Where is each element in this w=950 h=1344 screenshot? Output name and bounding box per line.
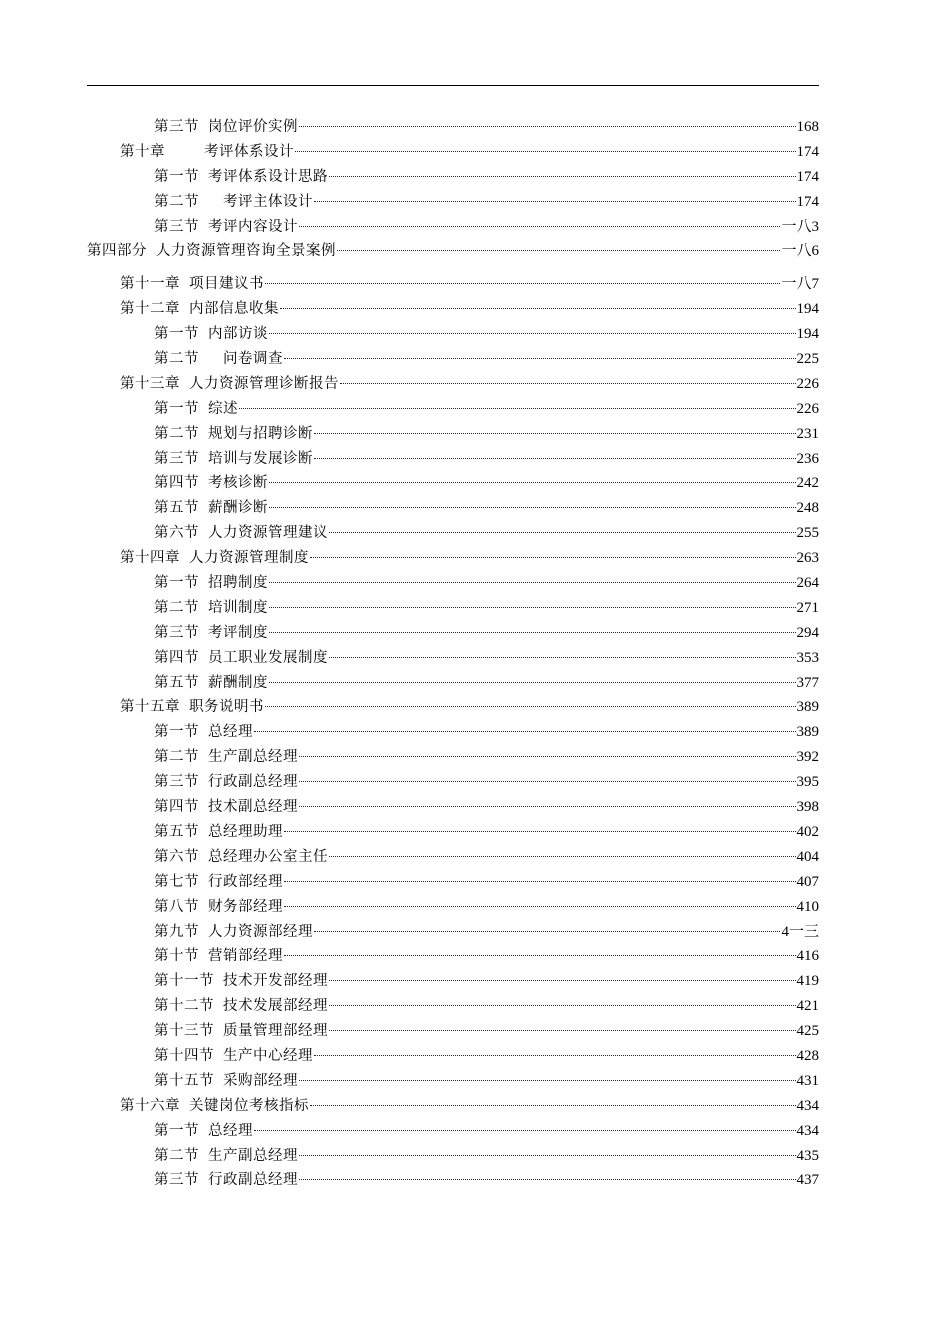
toc-entry-title: 总经理 [208,1122,253,1139]
toc-entry-title: 生产副总经理 [208,749,298,766]
toc-entry-title: 薪酬诊断 [208,500,268,517]
toc-entry-page: 255 [796,525,819,542]
toc-entry-number: 第一节 [154,1122,199,1139]
toc-entry[interactable] [87,1044,819,1069]
toc-entry-page: 395 [796,774,819,791]
toc-entry[interactable] [87,646,819,671]
toc-entry-page: 435 [796,1147,819,1164]
toc-entry[interactable] [87,215,819,240]
toc-entry[interactable] [87,1168,819,1193]
toc-entry[interactable] [87,239,819,264]
toc-entry[interactable] [87,969,819,994]
toc-entry-title: 薪酬制度 [208,674,268,691]
toc-entry-page: 226 [796,375,819,392]
toc-dot-leader [299,1155,796,1156]
toc-dot-leader [284,881,796,882]
toc-entry-title: 总经理 [208,724,253,741]
toc-entry-page: 242 [796,475,819,492]
toc-entry-page: 225 [796,351,819,368]
toc-entry[interactable] [87,820,819,845]
toc-dot-leader [269,682,796,683]
toc-entry[interactable] [87,795,819,820]
toc-entry-page: 428 [796,1047,819,1064]
toc-dot-leader [329,657,796,658]
toc-dot-leader [299,1080,796,1081]
toc-entry-title: 内部信息收集 [189,301,279,318]
toc-entry-page: 410 [796,898,819,915]
toc-dot-leader [284,831,796,832]
toc-entry-page: 377 [796,674,819,691]
toc-entry-number: 第十三章 [120,375,180,392]
toc-entry-title: 行政副总经理 [208,774,298,791]
toc-entry-page: 174 [796,143,819,160]
toc-entry-number: 第二节 [154,749,199,766]
toc-entry-number: 第三节 [154,624,199,641]
toc-dot-leader [265,283,780,284]
toc-entry-page: 434 [796,1122,819,1139]
toc-dot-leader [340,383,796,384]
toc-dot-leader [299,226,780,227]
toc-entry-page: 194 [796,301,819,318]
toc-dot-leader [329,176,796,177]
toc-entry[interactable] [87,596,819,621]
toc-entry-number: 第二节 [154,425,199,442]
toc-entry[interactable] [87,347,819,372]
toc-entry-number: 第一节 [154,575,199,592]
toc-dot-leader [337,250,780,251]
toc-entry-number: 第十二章 [120,301,180,318]
toc-entry-page: 392 [796,749,819,766]
toc-entry-page: 168 [796,119,819,135]
toc-entry-title: 规划与招聘诊断 [208,425,313,442]
toc-dot-leader [314,931,780,932]
toc-entry-title: 技术发展部经理 [223,998,328,1015]
toc-entry-page: 174 [796,168,819,185]
toc-dot-leader [329,1005,796,1006]
toc-entry[interactable] [87,671,819,696]
toc-entry-page: 194 [796,326,819,343]
table-of-contents [87,115,819,1193]
toc-entry-number: 第十一节 [154,973,214,990]
toc-entry-title: 采购部经理 [223,1072,298,1089]
toc-entry-title: 招聘制度 [208,575,268,592]
toc-entry-number: 第六节 [154,848,199,865]
toc-entry-number: 第十四节 [154,1047,214,1064]
toc-dot-leader [284,955,796,956]
toc-entry-title: 考评体系设计 [174,143,294,160]
toc-entry-title: 行政部经理 [208,873,283,890]
toc-entry-page: 264 [796,575,819,592]
toc-entry-number: 第二节 [154,1147,199,1164]
toc-entry-title: 财务部经理 [208,898,283,915]
toc-entry-number: 第十五节 [154,1072,214,1089]
toc-dot-leader [329,1030,796,1031]
toc-entry-title: 生产中心经理 [223,1047,313,1064]
toc-entry-number: 第十节 [154,948,199,965]
toc-entry-number: 第十六章 [120,1097,180,1114]
toc-entry-page: 434 [796,1097,819,1114]
toc-entry-page: 236 [796,450,819,467]
toc-entry[interactable] [87,1119,819,1144]
toc-entry[interactable] [87,845,819,870]
toc-entry[interactable] [87,720,819,745]
toc-dot-leader [329,980,796,981]
toc-entry-page: 一八7 [781,276,819,293]
toc-entry[interactable] [87,272,819,297]
toc-entry[interactable] [87,190,819,215]
toc-entry[interactable] [87,621,819,646]
toc-entry-page: 248 [796,500,819,517]
toc-entry-number: 第十四章 [120,550,180,567]
toc-entry-title: 人力资源管理咨询全景案例 [156,243,336,260]
toc-entry-title: 职务说明书 [189,699,264,716]
toc-dot-leader [299,806,796,807]
toc-entry[interactable] [87,920,819,945]
toc-entry-title: 问卷调查 [208,351,283,368]
toc-entry[interactable] [87,1144,819,1169]
toc-dot-leader [280,308,796,309]
toc-entry[interactable] [87,1019,819,1044]
toc-entry-number: 第九节 [154,923,199,940]
toc-entry[interactable] [87,140,819,165]
toc-entry-number: 第十三节 [154,1023,214,1040]
toc-entry-title: 考核诊断 [208,475,268,492]
toc-dot-leader [284,906,796,907]
toc-entry-number: 第三节 [154,1172,199,1189]
toc-entry-number: 第二节 [154,193,199,210]
toc-entry[interactable] [87,372,819,397]
toc-entry-number: 第四节 [154,649,199,666]
toc-entry[interactable] [87,322,819,347]
toc-dot-leader [299,781,796,782]
toc-dot-leader [329,856,796,857]
toc-entry-page: 404 [796,848,819,865]
toc-entry-number: 第十一章 [120,276,180,293]
toc-entry-title: 人力资源管理诊断报告 [189,375,339,392]
toc-entry-page: 一八3 [781,218,819,235]
toc-dot-leader [254,1130,796,1131]
toc-entry-page: 174 [796,193,819,210]
toc-dot-leader [269,632,796,633]
toc-entry-title: 岗位评价实例 [208,119,298,135]
toc-entry-number: 第四节 [154,475,199,492]
toc-entry-number: 第八节 [154,898,199,915]
toc-entry[interactable] [87,397,819,422]
toc-entry[interactable] [87,770,819,795]
toc-entry-title: 关键岗位考核指标 [189,1097,309,1114]
toc-entry[interactable] [87,297,819,322]
toc-entry-title: 人力资源管理建议 [208,525,328,542]
header-rule [87,85,819,86]
toc-entry-number: 第三节 [154,774,199,791]
toc-entry[interactable] [87,496,819,521]
toc-entry-number: 第四节 [154,799,199,816]
toc-entry-number: 第一节 [154,168,199,185]
toc-entry[interactable] [87,546,819,571]
toc-dot-leader [299,1179,796,1180]
toc-entry-page: 431 [796,1072,819,1089]
toc-dot-leader [310,1105,796,1106]
toc-entry[interactable] [87,471,819,496]
toc-entry-number: 第二节 [154,599,199,616]
toc-entry-title: 行政副总经理 [208,1172,298,1189]
toc-entry-title: 人力资源管理制度 [189,550,309,567]
toc-entry[interactable] [87,1094,819,1119]
toc-entry[interactable] [87,521,819,546]
toc-dot-leader [310,557,796,558]
toc-entry-title: 培训与发展诊断 [208,450,313,467]
toc-entry-title: 人力资源部经理 [208,923,313,940]
toc-entry-number: 第五节 [154,674,199,691]
toc-entry-page: 294 [796,624,819,641]
toc-entry-page: 231 [796,425,819,442]
toc-entry-number: 第一节 [154,326,199,343]
toc-entry-title: 项目建议书 [189,276,264,293]
toc-entry[interactable] [87,1069,819,1094]
toc-dot-leader [314,433,796,434]
toc-entry[interactable] [87,115,819,140]
toc-dot-leader [314,458,796,459]
toc-dot-leader [269,333,796,334]
toc-entry-page: 263 [796,550,819,567]
toc-entry-number: 第三节 [154,119,199,135]
toc-entry-title: 考评制度 [208,624,268,641]
toc-entry[interactable] [87,870,819,895]
toc-entry[interactable] [87,695,819,720]
toc-entry-number: 第二节 [154,351,199,368]
toc-dot-leader [269,607,796,608]
toc-entry-page: 402 [796,823,819,840]
toc-entry[interactable] [87,165,819,190]
toc-entry-number: 第一节 [154,400,199,417]
toc-dot-leader [299,756,796,757]
toc-dot-leader [284,358,796,359]
toc-entry-page: 425 [796,1023,819,1040]
toc-dot-leader [239,408,796,409]
toc-entry-page: 407 [796,873,819,890]
toc-entry-title: 内部访谈 [208,326,268,343]
toc-entry-page: 一八6 [781,243,819,260]
toc-entry[interactable] [87,944,819,969]
toc-dot-leader [329,532,796,533]
toc-entry-number: 第六节 [154,525,199,542]
toc-entry-title: 总经理办公室主任 [208,848,328,865]
toc-entry-title: 营销部经理 [208,948,283,965]
toc-entry-page: 398 [796,799,819,816]
toc-entry-number: 第五节 [154,500,199,517]
toc-dot-leader [254,731,796,732]
toc-entry-number: 第十二节 [154,998,214,1015]
toc-entry-page: 389 [796,724,819,741]
toc-entry[interactable] [87,994,819,1019]
toc-entry[interactable] [87,571,819,596]
toc-entry-page: 4一三 [781,923,819,940]
toc-entry-title: 生产副总经理 [208,1147,298,1164]
toc-entry-title: 考评内容设计 [208,218,298,235]
toc-dot-leader [269,582,796,583]
toc-entry-page: 419 [796,973,819,990]
toc-entry-number: 第十五章 [120,699,180,716]
toc-dot-leader [299,126,796,127]
toc-dot-leader [314,201,796,202]
toc-entry-number: 第三节 [154,450,199,467]
toc-entry-page: 389 [796,699,819,716]
toc-entry-page: 416 [796,948,819,965]
toc-entry-title: 技术副总经理 [208,799,298,816]
toc-entry-number: 第三节 [154,218,199,235]
toc-entry-number: 第一节 [154,724,199,741]
toc-entry-title: 综述 [208,400,238,417]
toc-entry-page: 421 [796,998,819,1015]
toc-entry-page: 437 [796,1172,819,1189]
toc-entry-number: 第七节 [154,873,199,890]
toc-dot-leader [269,482,796,483]
toc-entry-title: 质量管理部经理 [223,1023,328,1040]
toc-entry-number: 第四部分 [87,243,147,260]
toc-entry-title: 考评主体设计 [208,193,313,210]
toc-entry-title: 员工职业发展制度 [208,649,328,666]
toc-entry-title: 技术开发部经理 [223,973,328,990]
toc-entry-number: 第五节 [154,823,199,840]
toc-entry-page: 353 [796,649,819,666]
toc-dot-leader [295,151,796,152]
toc-entry[interactable] [87,895,819,920]
toc-entry-page: 271 [796,599,819,616]
toc-entry[interactable] [87,447,819,472]
toc-dot-leader [314,1055,796,1056]
toc-entry-title: 总经理助理 [208,823,283,840]
toc-entry-page: 226 [796,400,819,417]
toc-dot-leader [265,706,796,707]
toc-entry[interactable] [87,422,819,447]
toc-entry-number: 第十章 [120,143,165,160]
toc-dot-leader [269,507,796,508]
toc-entry[interactable] [87,745,819,770]
toc-entry-title: 培训制度 [208,599,268,616]
toc-entry-title: 考评体系设计思路 [208,168,328,185]
